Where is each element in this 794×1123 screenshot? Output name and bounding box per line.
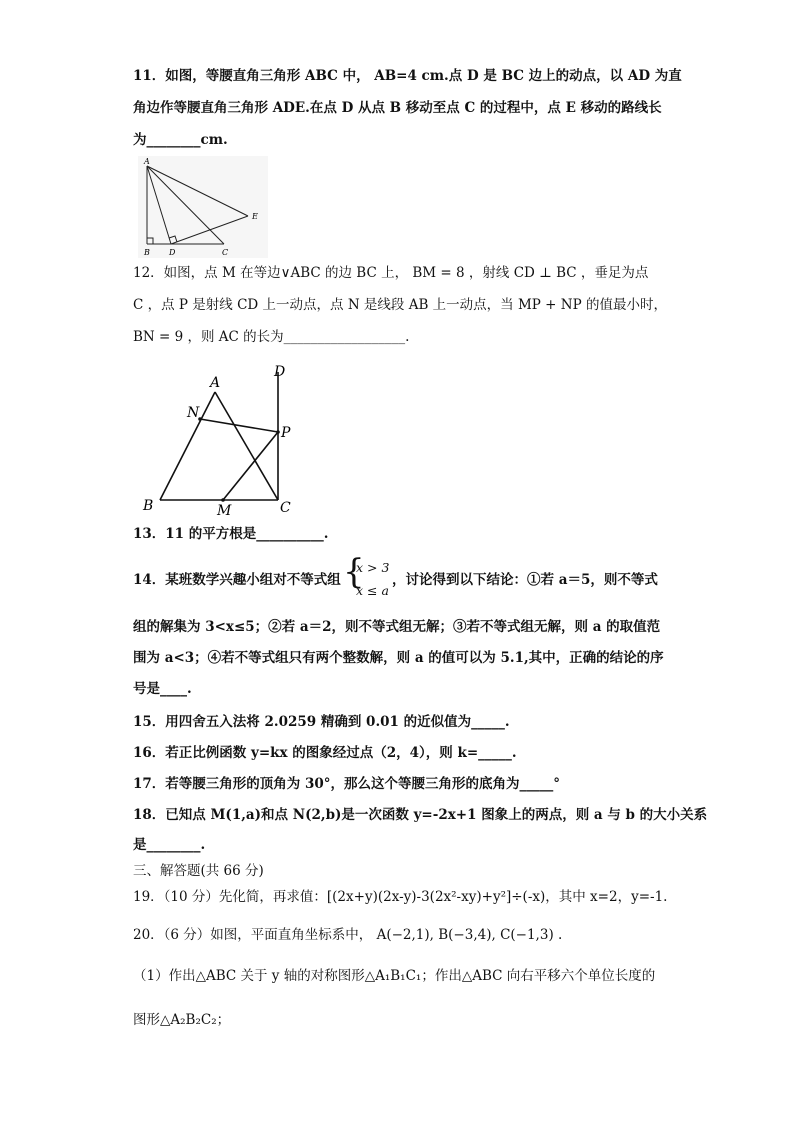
q11-label-b: B xyxy=(144,248,150,257)
q20-line-1: 20．（6 分）如图，平面直角坐标系中， A(−2,1), B(−3,4), C(−1,3) . xyxy=(133,927,563,943)
q14-line-3: 围为 a<3；④若不等式组只有两个整数解，则 a 的值可以为 5.1,其中，正确的结论的序 xyxy=(133,650,664,666)
q14-system-top: x > 3 xyxy=(356,560,390,575)
q14-line-1a: 14．某班数学兴趣小组对不等式组 xyxy=(133,572,341,588)
q12-label-p: P xyxy=(281,425,291,441)
q14-system-bottom: x ≤ a xyxy=(356,583,389,598)
q12-label-m: M xyxy=(217,503,232,519)
q14-line-4: 号是____. xyxy=(133,681,192,697)
q18-line-1: 18．已知点 M(1,a)和点 N(2,b)是一次函数 y=-2x+1 图象上的两点，则 a 与 b 的大小关系 xyxy=(133,807,708,823)
q20-part1-line-2: 图形△A₂B₂C₂； xyxy=(133,1012,231,1028)
q12-line-1: 12．如图，点 M 在等边∨ABC 的边 BC 上， BM = 8 ，射线 CD ⊥ BC ，垂足为点 xyxy=(133,265,649,281)
q11-label-c: C xyxy=(222,248,229,257)
section-title: 三、解答题(共 66 分) xyxy=(133,863,264,879)
q14-line-2: 组的解集为 3<x≤5；②若 a＝2，则不等式组无解；③若不等式组无解，则 a 的取值范 xyxy=(133,619,661,635)
q11-line-1: 11．如图，等腰直角三角形 ABC 中， AB=4 cm.点 D 是 BC 边上的动点，以 AD 为直 xyxy=(133,68,682,84)
q11-figure xyxy=(138,156,268,258)
q15-line-1: 15．用四舍五入法将 2.0259 精确到 0.01 的近似值为_____. xyxy=(133,714,510,730)
q14-line-1b: ，讨论得到以下结论：①若 a＝5，则不等式 xyxy=(392,572,658,588)
q11-line-3: 为________cm. xyxy=(133,132,228,148)
q16-line-1: 16．若正比例函数 y=kx 的图象经过点（2，4），则 k=_____. xyxy=(133,745,517,761)
q11-line-2: 角边作等腰直角三角形 ADE.在点 D 从点 B 移动至点 C 的过程中，点 E 移动的路线长 xyxy=(133,100,662,116)
q12-label-n: N xyxy=(187,405,200,421)
q11-label-a: A xyxy=(144,157,150,166)
q11-label-e: E xyxy=(252,212,258,221)
q14-brace: { xyxy=(343,552,365,592)
q20-part1-line-1: （1）作出△ABC 关于 y 轴的对称图形△A₁B₁C₁；作出△ABC 向右平移六个单位长度的 xyxy=(133,968,656,984)
q17-line-1: 17．若等腰三角形的顶角为 30°，那么这个等腰三角形的底角为_____° xyxy=(133,776,561,792)
q12-label-d: D xyxy=(274,364,286,380)
q12-figure xyxy=(135,360,305,520)
q12-label-a: A xyxy=(210,375,221,391)
q18-line-2: 是________. xyxy=(133,837,206,853)
q13-line-1: 13．11 的平方根是__________. xyxy=(133,526,329,542)
q12-label-b: B xyxy=(143,498,154,514)
q12-line-2: C ，点 P 是射线 CD 上一动点，点 N 是线段 AB 上一动点，当 MP + NP 的值最小时， xyxy=(133,297,667,313)
q19-line-1: 19．（10 分）先化简，再求值：[(2x+y)(2x-y)-3(2x²-xy)+y²]÷(-x)，其中 x=2，y=-1. xyxy=(133,889,668,905)
q12-line-3: BN = 9 ，则 AC 的长为__________________. xyxy=(133,329,410,345)
q12-label-c: C xyxy=(280,500,291,516)
q11-label-d: D xyxy=(169,248,176,257)
